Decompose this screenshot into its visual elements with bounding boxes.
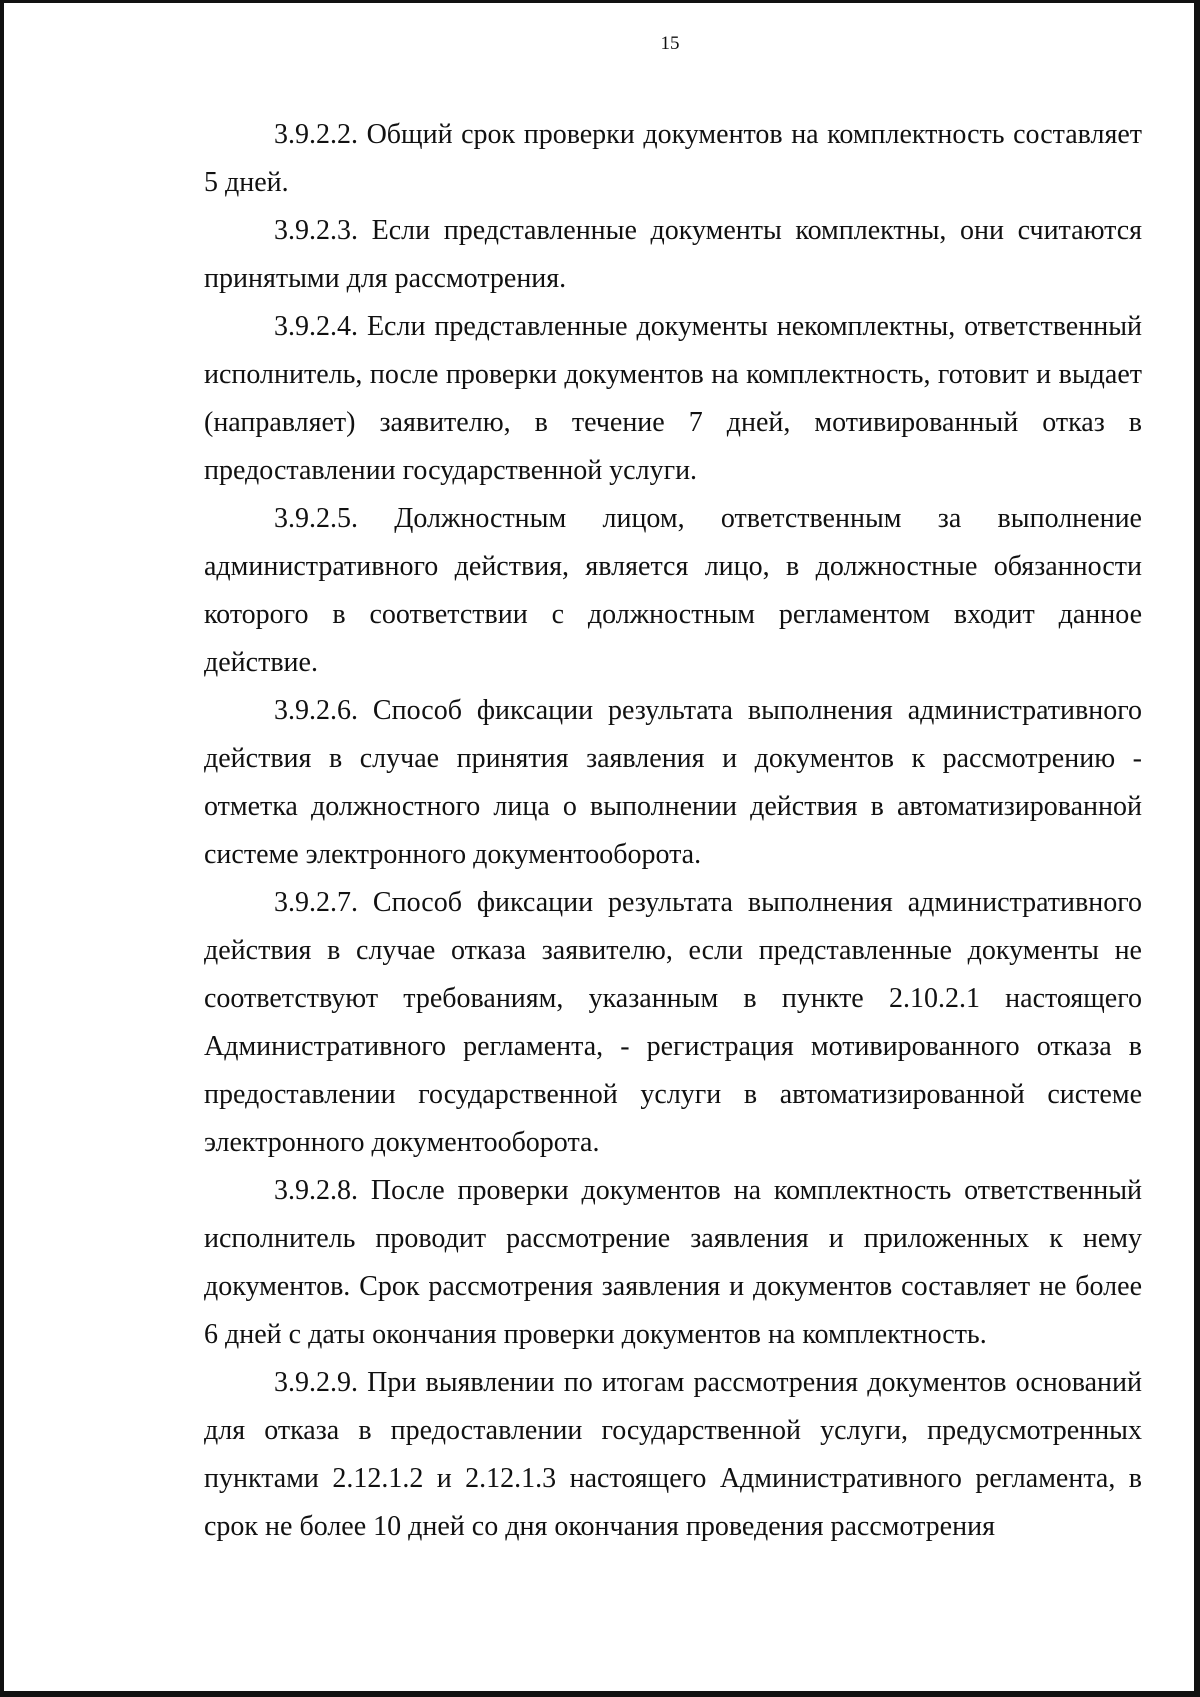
- paragraph-3-9-2-6: 3.9.2.6. Способ фиксации результата выполнения административного действия в случае принятия заявления и документов к рассмотрению - отметка должностного лица о выполнении действия в автоматизированной системе электронного документооборота.: [204, 695, 1142, 870]
- document-body: [204, 111, 1142, 1551]
- paragraph-3-9-2-4: 3.9.2.4. Если представленные документы некомплектны, ответственный исполнитель, после проверки документов на комплектность, готовит и выдает (направляет) заявителю, в течение 7 дней, мотивированный отказ в предоставлении государственной услуги.: [204, 311, 1142, 486]
- paragraph-3-9-2-5: 3.9.2.5. Должностным лицом, ответственным за выполнение административного действия, является лицо, в должностные обязанности которого в соответствии с должностным регламентом входит данное действие.: [204, 503, 1142, 678]
- page-number: 15: [660, 33, 680, 54]
- paragraph-3-9-2-9: 3.9.2.9. При выявлении по итогам рассмотрения документов оснований для отказа в предоставлении государственной услуги, предусмотренных пунктами 2.12.1.2 и 2.12.1.3 настоящего Административного регламента, в срок не более 10 дней со дня окончания проведения рассмотрения: [204, 1367, 1142, 1542]
- paragraph-3-9-2-2: 3.9.2.2. Общий срок проверки документов на комплектность составляет 5 дней.: [204, 119, 1142, 198]
- paragraph-3-9-2-7: 3.9.2.7. Способ фиксации результата выполнения административного действия в случае отказа заявителю, если представленные документы не соответствуют требованиям, указанным в пункте 2.10.2.1 настоящего Административного регламента, - регистрация мотивированного отказа в предоставлении государственной услуги в автоматизированной системе электронного документооборота.: [204, 887, 1142, 1158]
- paragraph-3-9-2-3: 3.9.2.3. Если представленные документы комплектны, они считаются принятыми для рассмотрения.: [204, 215, 1142, 294]
- paragraph-3-9-2-8: 3.9.2.8. После проверки документов на комплектность ответственный исполнитель проводит рассмотрение заявления и приложенных к нему документов. Срок рассмотрения заявления и документов составляет не более 6 дней с даты окончания проверки документов на комплектность.: [204, 1175, 1142, 1350]
